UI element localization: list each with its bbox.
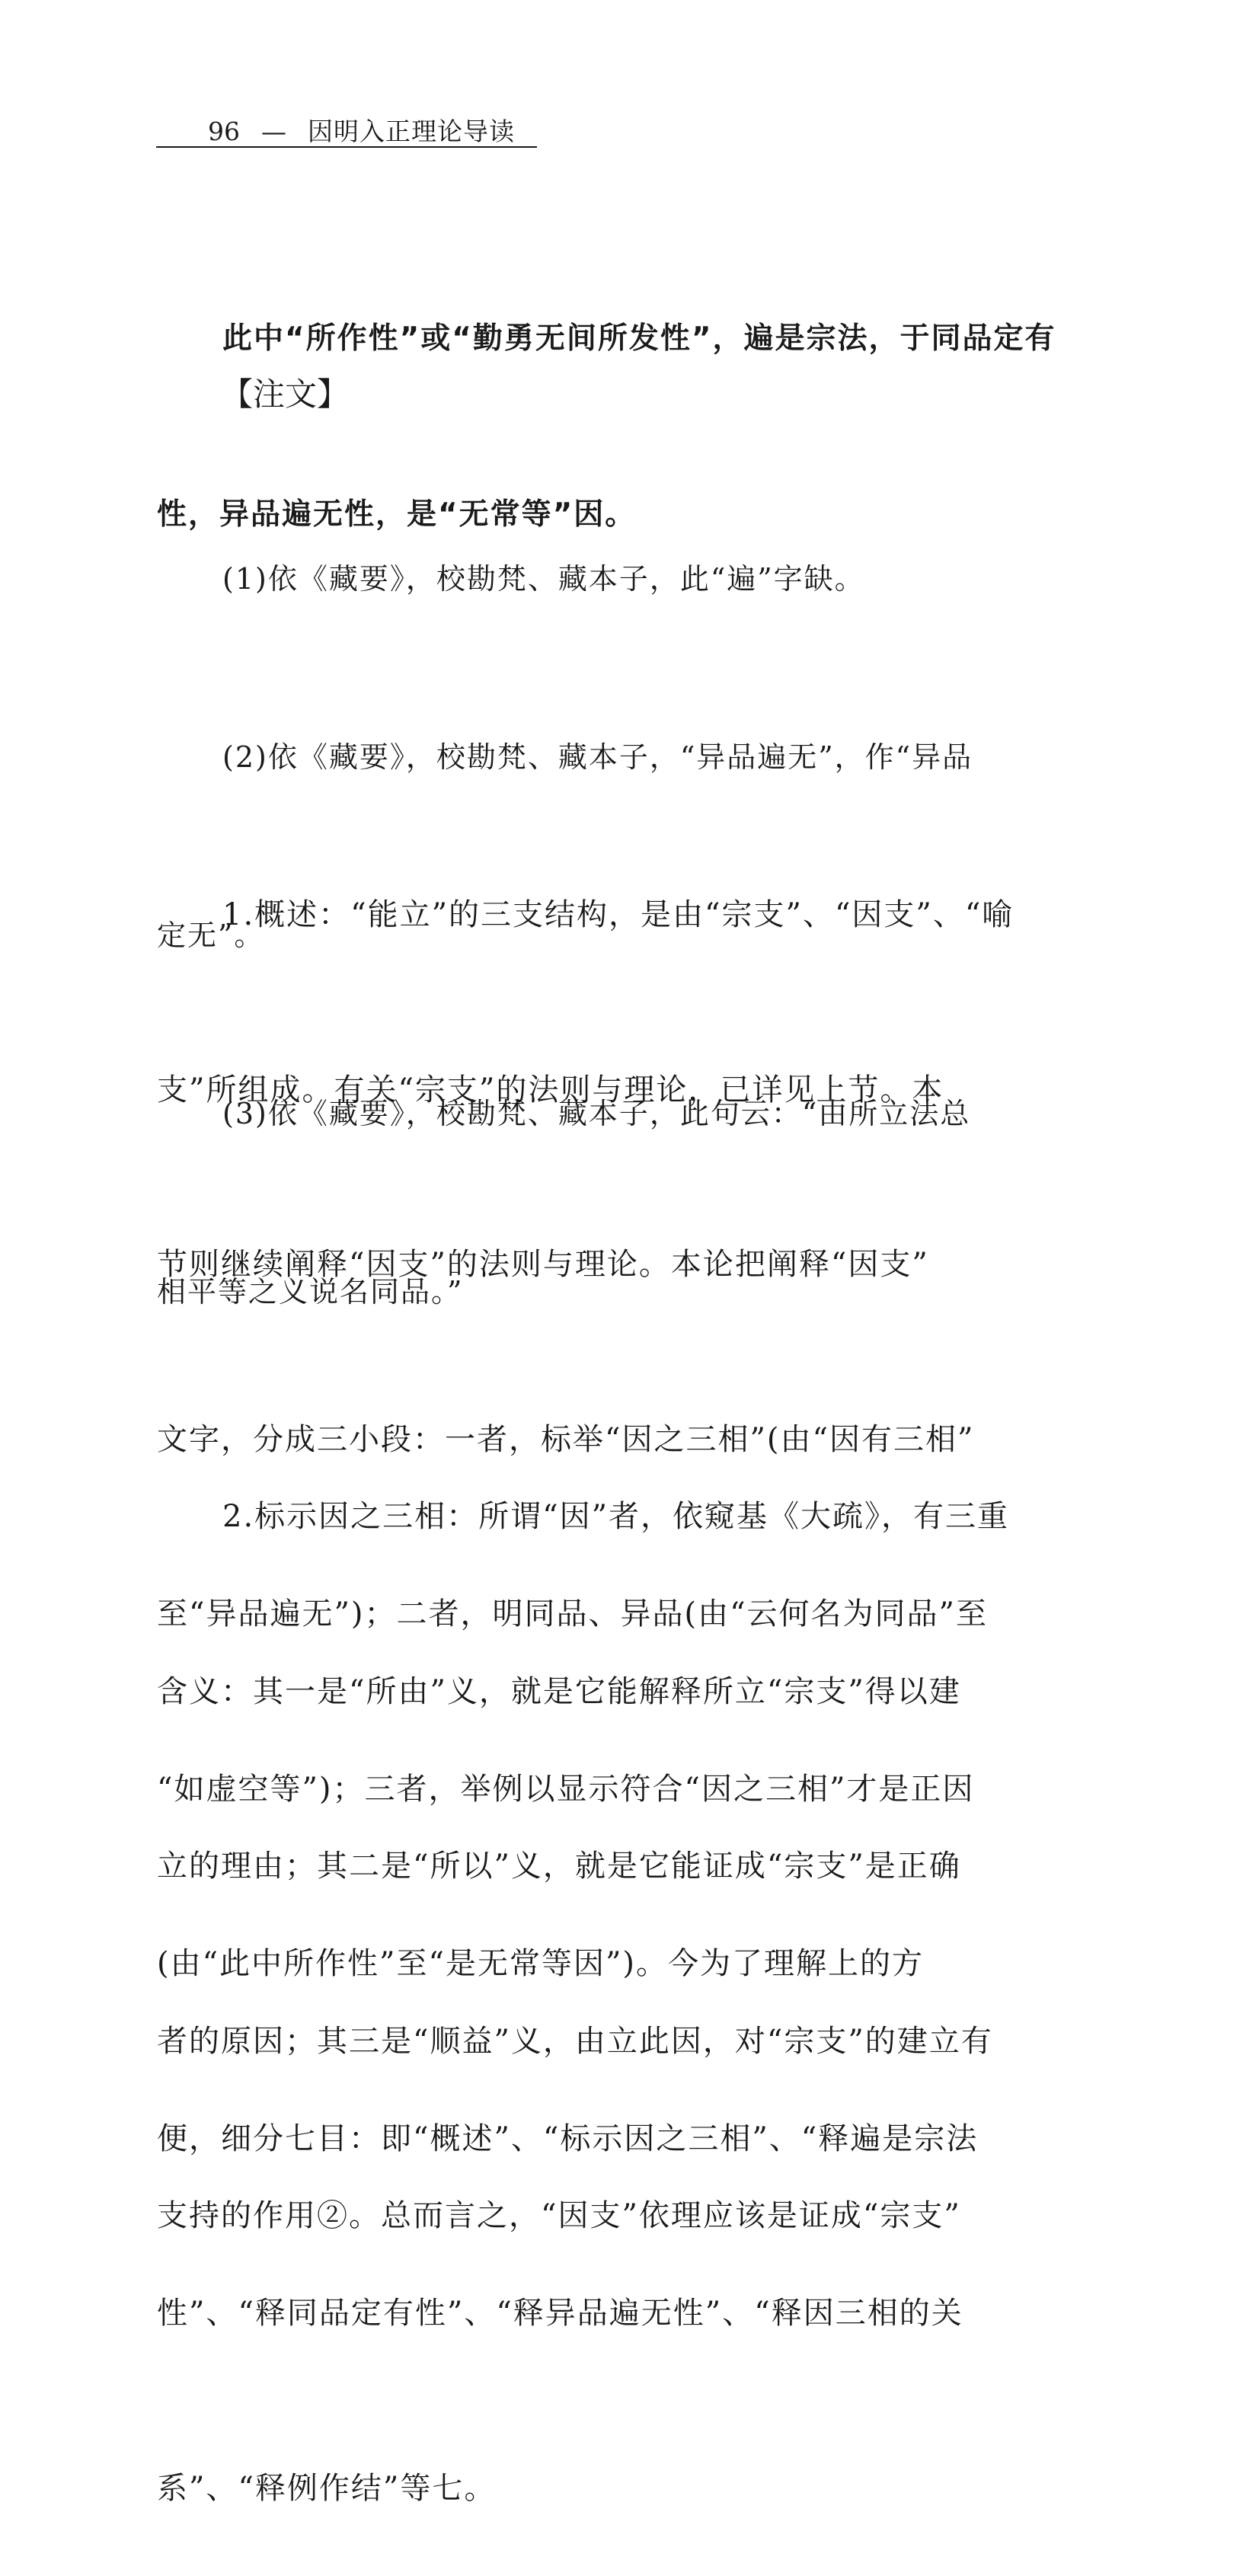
paragraph-line: 便，细分七目：即“概述”、“标示因之三相”、“释遍是宗法 xyxy=(157,2121,979,2156)
paragraph-line: 支”所组成。有关“宗支”的法则与理论，已详见上节。本 xyxy=(157,1072,944,1107)
main-text-line: 性，异品遍无性，是“无常等”因。 xyxy=(157,497,637,532)
paragraph-line: 性”、“释同品定有性”、“释异品遍无性”、“释因三相的关 xyxy=(157,2296,963,2331)
commentary-paragraph-2 xyxy=(157,1371,1097,2303)
note-line: (1)依《藏要》，校勘梵、藏本子，此“遍”字缺。 xyxy=(222,562,865,596)
note-line: (3)依《藏要》，校勘梵、藏本子，此句云：“由所立法总 xyxy=(222,1097,971,1130)
paragraph-line: (由“此中所作性”至“是无常等因”)。今为了理解上的方 xyxy=(157,1946,925,1981)
book-title: 因明入正理论导读 xyxy=(308,117,515,146)
paragraph-line: 支持的作用②。总而言之，“因支”依理应该是证成“宗支” xyxy=(157,2198,961,2233)
note-line: 定无”。 xyxy=(157,919,265,952)
page-number: 96 xyxy=(208,117,240,146)
note-line: 相平等之义说名同品。” xyxy=(157,1275,464,1309)
running-header xyxy=(156,114,537,149)
paragraph-line: 至“异品遍无”)；二者，明同品、异品(由“云何名为同品”至 xyxy=(157,1596,989,1632)
paragraph-line: “如虚空等”)；三者，举例以显示符合“因之三相”才是正因 xyxy=(157,1771,975,1807)
paragraph-line: 1.概述：“能立”的三支结构，是由“宗支”、“因支”、“喻 xyxy=(222,897,1015,932)
header-dash: — xyxy=(261,117,286,146)
paragraph-line: 节则继续阐释“因支”的法则与理论。本论把阐释“因支” xyxy=(157,1247,929,1282)
paragraph-line: 立的理由；其二是“所以”义，就是它能证成“宗支”是正确 xyxy=(157,1849,961,1884)
header-rule xyxy=(156,146,537,148)
note-line: (2)依《藏要》，校勘梵、藏本子，“异品遍无”，作“异品 xyxy=(222,740,973,774)
main-text-line: 此中“所作性”或“勤勇无间所发性”，遍是宗法，于同品定有 xyxy=(222,321,1056,356)
paragraph-line: 文字，分成三小段：一者，标举“因之三相”(由“因有三相” xyxy=(157,1421,975,1457)
paragraph-line: 者的原因；其三是“顺益”义，由立此因，对“宗支”的建立有 xyxy=(157,2023,993,2059)
notes-heading: 【注文】 xyxy=(221,376,350,413)
paragraph-line: 含义：其一是“所由”义，就是它能解释所立“宗支”得以建 xyxy=(157,1673,961,1709)
paragraph-line: 2.标示因之三相：所谓“因”者，依窥基《大疏》，有三重 xyxy=(222,1499,1010,1534)
paragraph-line: 系”、“释例作结”等七。 xyxy=(157,2470,497,2506)
